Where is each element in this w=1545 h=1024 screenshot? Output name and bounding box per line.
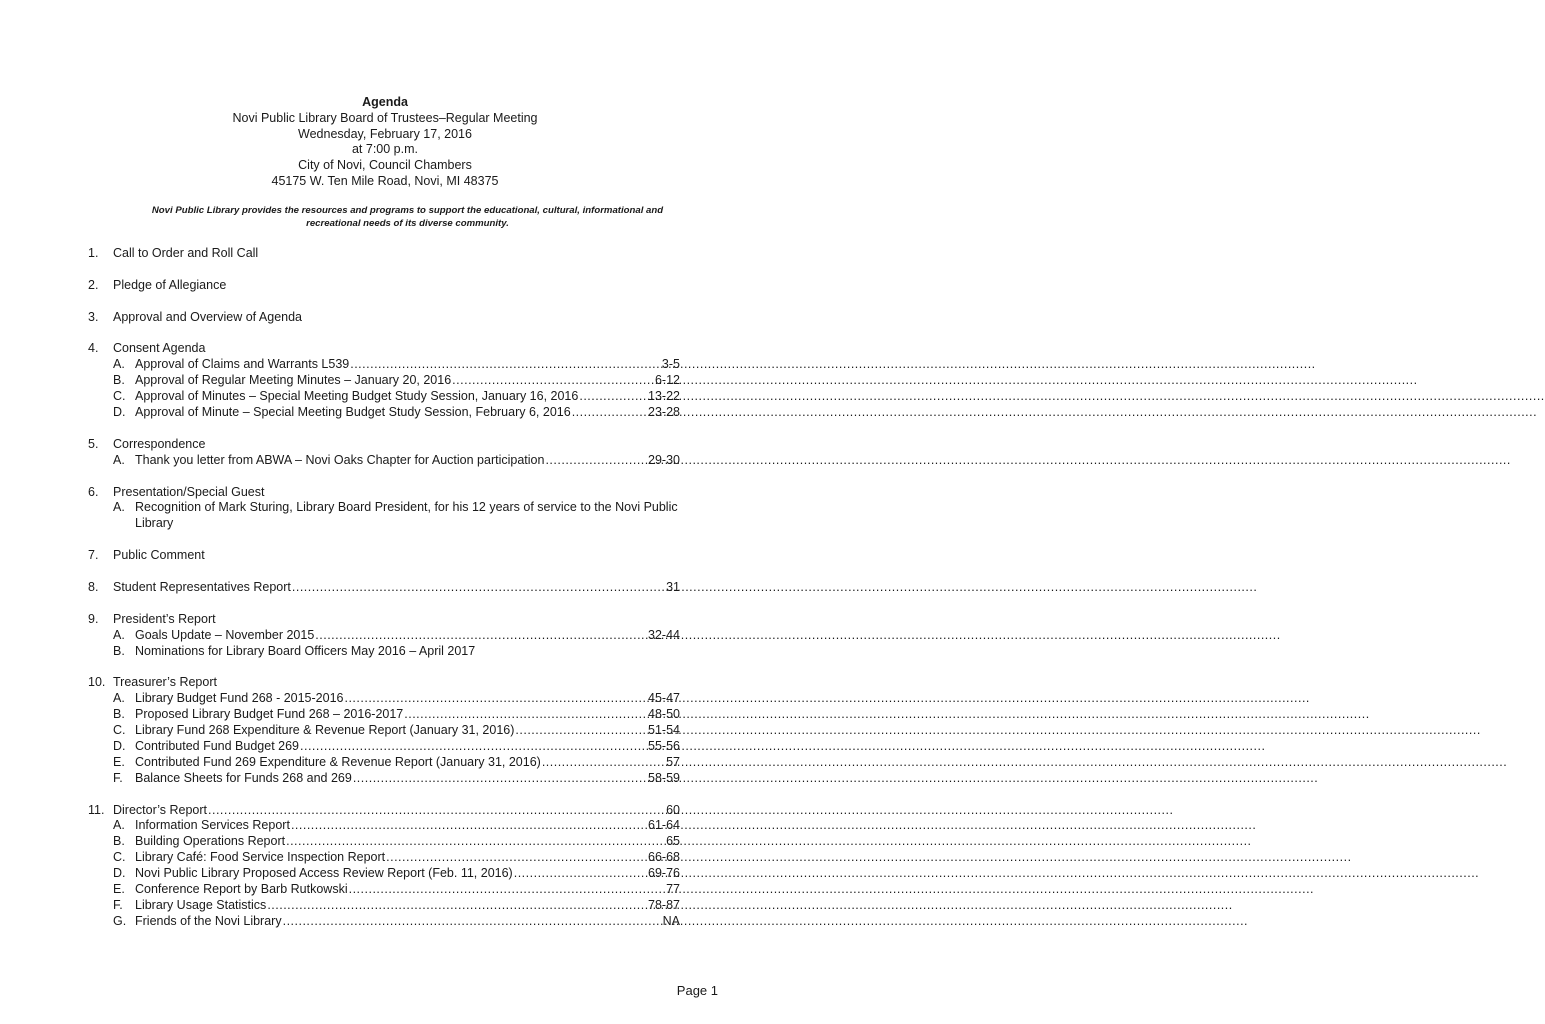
- section-number: 8.: [88, 579, 99, 594]
- section-number: 5.: [88, 436, 99, 451]
- dot-leader: [349, 882, 665, 898]
- agenda-section: [88, 437, 680, 469]
- item-letter: F.: [113, 898, 123, 912]
- agenda-item: [113, 818, 680, 834]
- item-pages: 77: [666, 882, 680, 897]
- section-number: 6.: [88, 484, 99, 499]
- item-text: Library Budget Fund 268 - 2015-2016: [135, 691, 344, 706]
- dot-leader: [315, 628, 647, 644]
- meeting-venue: City of Novi, Council Chambers: [298, 158, 472, 173]
- dot-leader: [292, 580, 665, 596]
- agenda-page: [0, 0, 770, 1024]
- section-title: Student Representatives Report: [113, 579, 291, 594]
- section-title: Public Comment: [113, 548, 205, 563]
- agenda-item: [113, 755, 680, 771]
- agenda-item: [113, 914, 680, 930]
- item-text: Conference Report by Barb Rutkowski: [135, 882, 348, 897]
- item-pages: 65: [666, 834, 680, 849]
- dot-leader: [208, 803, 665, 819]
- dot-leader: [344, 691, 647, 707]
- agenda-section: [88, 803, 680, 930]
- item-pages: 55-56: [648, 738, 680, 753]
- item-letter: C.: [113, 850, 126, 865]
- agenda-item: [113, 771, 680, 787]
- agenda-section: [88, 246, 680, 262]
- item-letter: F.: [113, 770, 123, 785]
- item-pages: 32-44: [648, 627, 680, 642]
- dot-leader: [350, 357, 661, 373]
- agenda-item: [113, 723, 680, 739]
- section-title: Call to Order and Roll Call: [113, 246, 259, 260]
- meeting-name: Novi Public Library Board of Trustees–Regular Meeting: [232, 110, 538, 125]
- item-text: Library Fund 268 Expenditure & Revenue Report (January 31, 2016): [135, 723, 515, 738]
- item-text: Library Café: Food Service Inspection Report: [135, 850, 386, 865]
- dot-leader: [452, 373, 654, 389]
- agenda-section: [88, 278, 680, 294]
- section-pages: 31: [666, 579, 680, 594]
- item-pages: 69-76: [648, 866, 680, 881]
- item-letter: A.: [113, 357, 125, 372]
- page-number: Page 1: [676, 983, 718, 998]
- agenda-item: [113, 389, 680, 405]
- agenda-item: [113, 898, 680, 914]
- meeting-address: 45175 W. Ten Mile Road, Novi, MI 48375: [271, 173, 499, 188]
- section-title: Pledge of Allegiance: [113, 277, 227, 292]
- section-number: 9.: [88, 611, 99, 626]
- agenda-section: [88, 310, 680, 326]
- item-text: Proposed Library Budget Fund 268 – 2016-2017: [135, 707, 404, 722]
- dot-leader: [542, 755, 665, 771]
- section-number: 4.: [88, 341, 99, 356]
- agenda-item: [113, 739, 680, 755]
- agenda-item: [113, 850, 680, 866]
- agenda-list: [88, 246, 680, 946]
- agenda-item: [113, 628, 680, 644]
- item-letter: E.: [113, 754, 125, 769]
- dot-leader: [545, 453, 647, 469]
- agenda-item: [113, 882, 680, 898]
- agenda-header: [0, 95, 770, 190]
- dot-leader: [572, 405, 647, 421]
- section-pages: 60: [666, 802, 680, 817]
- item-letter: A.: [113, 500, 125, 515]
- item-letter: A.: [113, 452, 125, 467]
- agenda-item: [113, 357, 680, 373]
- agenda-item: [113, 644, 680, 660]
- section-title: Consent Agenda: [113, 341, 206, 356]
- item-letter: B.: [113, 707, 125, 722]
- agenda-section: [88, 580, 680, 596]
- agenda-item: [113, 373, 680, 389]
- item-letter: A.: [113, 627, 125, 642]
- agenda-section: [88, 612, 680, 660]
- dot-leader: [514, 866, 647, 882]
- section-title: Correspondence: [113, 436, 206, 451]
- item-letter: D.: [113, 866, 126, 881]
- agenda-section: [88, 341, 680, 421]
- item-text: Thank you letter from ABWA – Novi Oaks Chapter for Auction participation: [135, 452, 545, 467]
- item-letter: B.: [113, 643, 125, 658]
- item-text: Building Operations Report: [135, 834, 286, 849]
- section-number: 7.: [88, 548, 99, 563]
- agenda-item: [113, 834, 680, 850]
- meeting-date: Wednesday, February 17, 2016: [298, 126, 472, 141]
- dot-leader: [579, 389, 647, 405]
- item-pages: NA: [662, 913, 680, 928]
- item-pages: 23-28: [648, 405, 680, 420]
- section-number: 1.: [88, 246, 99, 260]
- agenda-item: [113, 691, 680, 707]
- agenda-item: [113, 453, 680, 469]
- item-text: Approval of Minute – Special Meeting Budget Study Session, February 6, 2016: [135, 405, 571, 420]
- item-text: Recognition of Mark Sturing, Library Board President, for his 12 years of service to the Novi Public Library: [135, 500, 678, 531]
- item-text: Contributed Fund Budget 269: [135, 738, 300, 753]
- section-title: Director’s Report: [113, 802, 208, 817]
- dot-leader: [283, 914, 662, 930]
- section-number: 3.: [88, 309, 99, 324]
- meeting-time: at 7:00 p.m.: [351, 142, 418, 157]
- item-letter: C.: [113, 723, 126, 738]
- item-letter: G.: [113, 913, 127, 928]
- section-title: Approval and Overview of Agenda: [113, 309, 303, 324]
- section-title: Treasurer’s Report: [113, 675, 217, 690]
- agenda-item: [113, 405, 680, 421]
- item-text: Contributed Fund 269 Expenditure & Revenue Report (January 31, 2016): [135, 754, 541, 769]
- dot-leader: [386, 850, 647, 866]
- item-pages: 66-68: [648, 850, 680, 865]
- item-pages: 51-54: [648, 723, 680, 738]
- item-text: Nominations for Library Board Officers May 2016 – April 2017: [135, 643, 476, 658]
- item-text: Approval of Minutes – Special Meeting Budget Study Session, January 16, 2016: [135, 389, 579, 404]
- agenda-section: [88, 485, 680, 533]
- item-text: Goals Update – November 2015: [135, 627, 315, 642]
- item-text: Approval of Regular Meeting Minutes – January 20, 2016: [135, 373, 452, 388]
- section-number: 10.: [88, 675, 106, 690]
- mission-statement: Novi Public Library provides the resources and programs to support the educational, cultural, informational and recreational needs of its diverse community.: [151, 205, 664, 229]
- item-pages: 48-50: [648, 707, 680, 722]
- item-text: Library Usage Statistics: [135, 898, 267, 912]
- item-pages: 78-87: [648, 898, 680, 912]
- dot-leader: [515, 723, 647, 739]
- item-pages: 13-22: [648, 389, 680, 404]
- section-title: Presentation/Special Guest: [113, 484, 265, 499]
- agenda-section: [88, 548, 680, 564]
- section-number: 2.: [88, 277, 99, 292]
- item-letter: C.: [113, 389, 126, 404]
- item-pages: 61-64: [648, 818, 680, 833]
- item-text: Information Services Report: [135, 818, 290, 833]
- dot-leader: [291, 818, 647, 834]
- agenda-item: [113, 500, 680, 532]
- item-pages: 6-12: [654, 373, 680, 388]
- dot-leader: [353, 771, 647, 787]
- item-letter: A.: [113, 818, 125, 833]
- agenda-title: Agenda: [362, 95, 408, 109]
- item-text: Friends of the Novi Library: [135, 913, 282, 928]
- item-text: Approval of Claims and Warrants L539: [135, 357, 350, 372]
- item-letter: D.: [113, 738, 126, 753]
- item-pages: 45-47: [648, 691, 680, 706]
- item-letter: B.: [113, 373, 125, 388]
- item-text: Novi Public Library Proposed Access Review Report (Feb. 11, 2016): [135, 866, 513, 881]
- item-pages: 57: [666, 754, 680, 769]
- item-text: Balance Sheets for Funds 268 and 269: [135, 770, 352, 785]
- dot-leader: [300, 739, 647, 755]
- item-letter: A.: [113, 691, 125, 706]
- item-pages: 29-30: [648, 452, 680, 467]
- dot-leader: [267, 898, 647, 914]
- item-pages: 58-59: [648, 770, 680, 785]
- agenda-item: [113, 707, 680, 723]
- agenda-section: [88, 675, 680, 786]
- item-letter: D.: [113, 405, 126, 420]
- item-letter: E.: [113, 882, 125, 897]
- dot-leader: [286, 834, 665, 850]
- item-letter: B.: [113, 834, 125, 849]
- agenda-item: [113, 866, 680, 882]
- section-number: 11.: [88, 802, 105, 817]
- section-title: President’s Report: [113, 611, 216, 626]
- dot-leader: [404, 707, 647, 723]
- item-pages: 3-5: [661, 357, 680, 372]
